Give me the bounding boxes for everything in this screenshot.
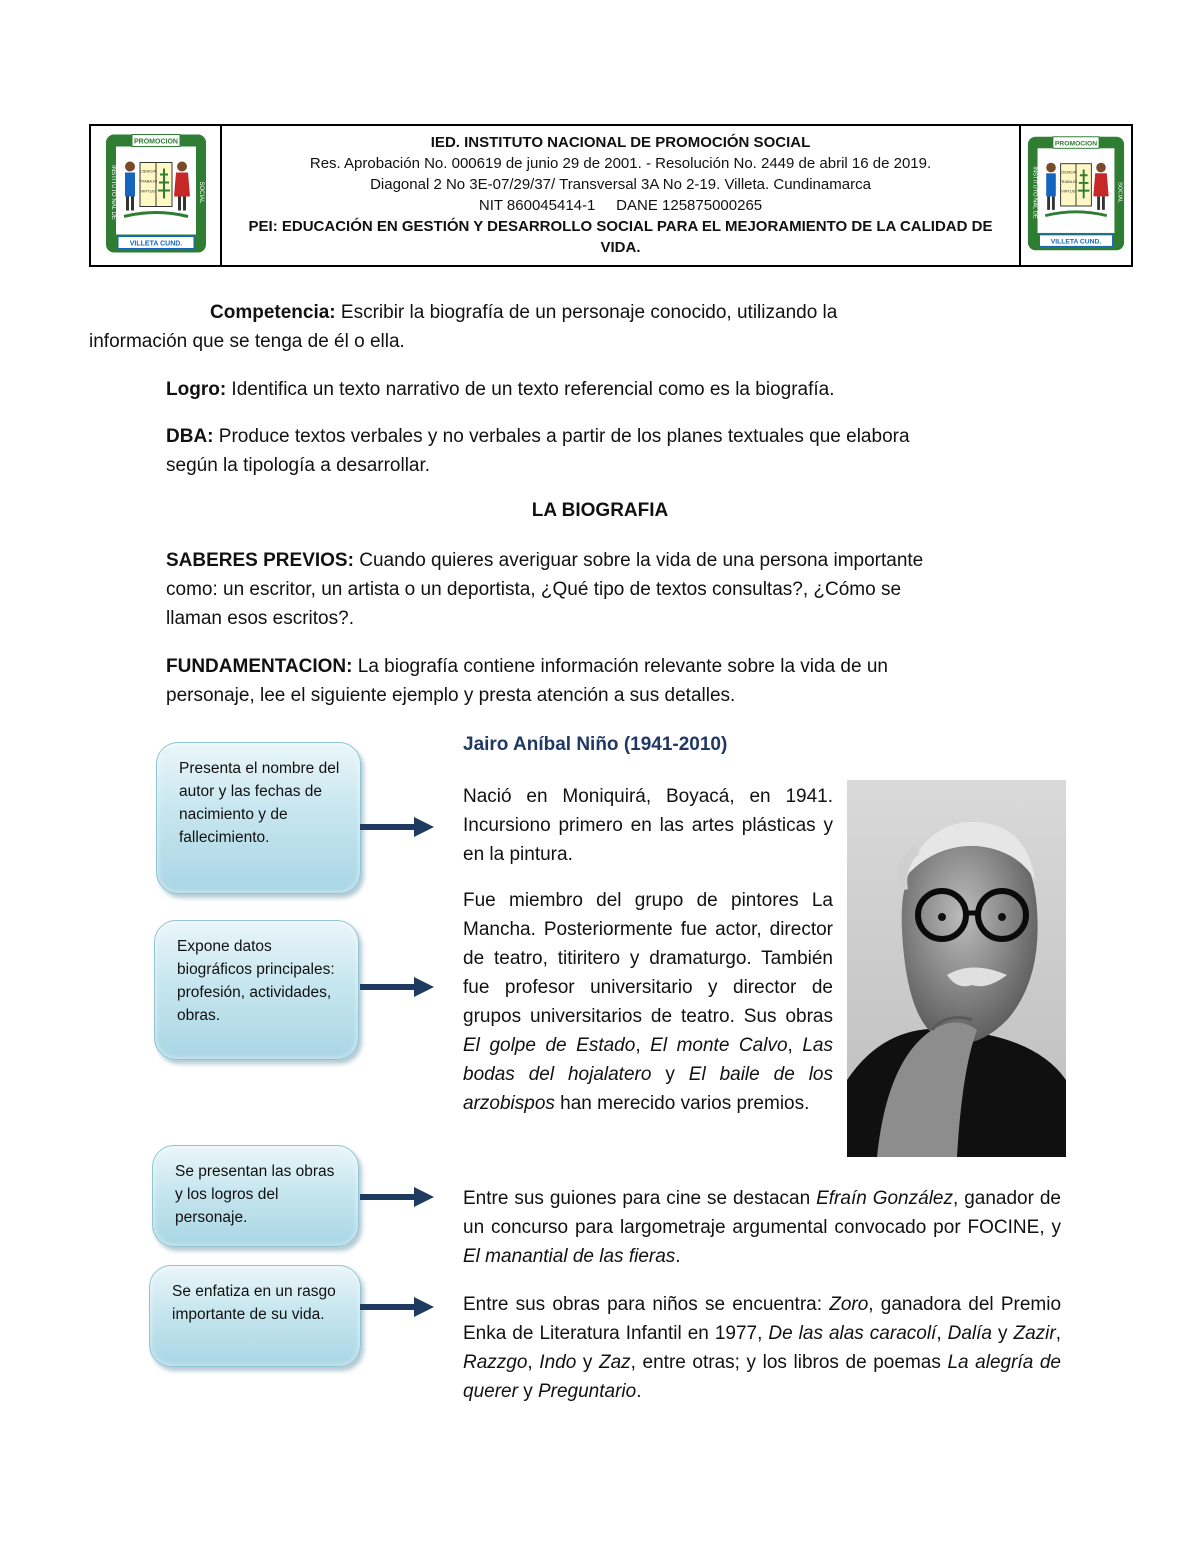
bio-career-text: Fue miembro del grupo de pintores La Mancha. Posteriormente fue actor, director de teatro, titiritero y dramaturgo. También fue profesor universitario y director de grupos universitarios de teatro. Sus obras	[463, 890, 833, 1027]
fundamentacion-label: FUNDAMENTACION:	[166, 656, 353, 677]
fundamentacion-line1	[166, 652, 1136, 681]
separator: ,	[635, 1035, 651, 1056]
logo-bottom-text: VILLETA CUND.	[1050, 238, 1102, 245]
institution-name: IED. INSTITUTO NACIONAL DE PROMOCIÓN SOCIAL	[430, 134, 811, 151]
dba-label: DBA:	[166, 426, 214, 447]
bio-paragraph-career	[463, 886, 833, 1118]
work-title: Preguntario	[537, 1381, 637, 1402]
bio-children-text: Entre sus obras para niños se encuentra:	[463, 1294, 830, 1315]
bio-career-end: han merecido varios premios.	[554, 1093, 810, 1114]
logro-text: Identifica un texto narrativo de un texto referencial como es la biografía.	[226, 379, 835, 400]
arrow-right-icon	[360, 1295, 436, 1319]
bio-children-end: .	[636, 1381, 642, 1402]
logo-top-text: PROMOCION	[133, 138, 178, 145]
logo-book-word-1: CIENCIA	[139, 168, 156, 173]
separator: ,	[936, 1323, 948, 1344]
work-title: De las alas caracolí	[768, 1323, 937, 1344]
annotation-box-works-achievements: Se presentan las obras y los logros del personaje.	[152, 1145, 359, 1247]
logo-book-word-3: VIRTUD	[1061, 189, 1076, 194]
logo-left-text: INSTITUTO NAL DE	[1031, 165, 1038, 219]
competencia-label: Competencia:	[210, 302, 336, 323]
logo-book-word-3: VIRTUD	[140, 188, 155, 193]
school-crest-icon	[104, 132, 208, 254]
logo-book-word-2: TRABAJO	[138, 178, 157, 183]
logro-paragraph	[166, 375, 1126, 404]
separator: ,	[787, 1035, 803, 1056]
logo-book-word-1: CIENCIA	[1060, 169, 1077, 174]
logo-right-text: SOCIAL	[197, 180, 204, 204]
arrow-right-icon	[360, 975, 436, 999]
bio-paragraph-birth: Nació en Moniquirá, Boyacá, en 1941. Incursiono primero en las artes plásticas y en la pintura.	[463, 786, 833, 865]
work-title: La alegría de querer	[463, 1352, 1061, 1402]
fundamentacion-line2: personaje, lee el siguiente ejemplo y presta atención a sus detalles.	[166, 685, 736, 706]
logo-book-word-2: TRABAJO	[1059, 179, 1078, 184]
school-logo-left	[104, 132, 208, 259]
bio-children-text: , ganadora del Premio Enka de Literatura Infantil en 1977,	[463, 1294, 1062, 1344]
arrow-right-icon	[360, 815, 436, 839]
competencia-line1	[210, 298, 1110, 327]
saberes-line2: como: un escritor, un artista o un deportista, ¿Qué tipo de textos consultas?, ¿Cómo se	[166, 579, 902, 600]
author-portrait	[847, 780, 1066, 1157]
biography-title: Jairo Aníbal Niño (1941-2010)	[463, 734, 728, 755]
competencia-text-1: Escribir la biografía de un personaje conocido, utilizando la	[335, 302, 838, 323]
work-title: El manantial de las fieras	[463, 1246, 676, 1267]
dba-text-1: Produce textos verbales y no verbales a partir de los planes textuales que elabora	[213, 426, 910, 447]
logo-left-text: INSTITUTO NAL DE	[109, 164, 116, 220]
work-title: Dalía	[947, 1323, 992, 1344]
institution-address: Diagonal 2 No 3E-07/29/37/ Transversal 3A No 2-19. Villeta. Cundinamarca	[370, 176, 871, 193]
logo-top-text: PROMOCION	[1054, 139, 1098, 147]
work-title: Las bodas del hojalatero	[463, 1035, 833, 1085]
approval-resolution: Res. Aprobación No. 000619 de junio 29 de 2001. - Resolución No. 2449 de abril 16 de 2019.	[309, 155, 932, 172]
saberes-label: SABERES PREVIOS:	[166, 550, 354, 571]
bio-screenplays-text: Entre sus guiones para cine se destacan	[463, 1188, 817, 1209]
work-title: Indo	[539, 1352, 577, 1373]
separator: ,	[1055, 1323, 1062, 1344]
school-logo-right	[1026, 134, 1126, 257]
separator: ,	[527, 1352, 540, 1373]
work-title: Razzgo	[463, 1352, 528, 1373]
separator: y	[576, 1352, 599, 1373]
work-title: El monte Calvo	[650, 1035, 788, 1056]
bio-screenplays-text: , ganador de un concurso para largometraje argumental convocado por FOCINE, y	[463, 1188, 1061, 1238]
work-title: Zaz	[598, 1352, 631, 1373]
work-title: El baile de los arzobispos	[463, 1064, 833, 1114]
saberes-text-1: Cuando quieres averiguar sobre la vida de una persona importante	[353, 550, 924, 571]
separator: y	[991, 1323, 1014, 1344]
header-logo-right-cell	[1021, 126, 1131, 265]
work-title: Efraín González	[816, 1188, 953, 1209]
saberes-line1	[166, 546, 1136, 575]
dba-line1	[166, 422, 1136, 451]
bio-paragraph-screenplays	[463, 1184, 1061, 1271]
header-logo-left-cell	[91, 126, 222, 265]
bio-screenplays-end: .	[675, 1246, 681, 1267]
fundamentacion-text-1: La biografía contiene información relevante sobre la vida de un	[352, 656, 888, 677]
logo-right-text: SOCIAL	[1116, 181, 1123, 203]
dba-line2: según la tipología a desarrollar.	[166, 455, 431, 476]
work-title: El golpe de Estado	[463, 1035, 636, 1056]
bio-children-text: , entre otras; y los libros de poemas	[630, 1352, 948, 1373]
separator: y	[651, 1064, 689, 1085]
section-title: LA BIOGRAFIA	[531, 500, 669, 521]
work-title: Zazir	[1013, 1323, 1056, 1344]
logro-label: Logro:	[166, 379, 227, 400]
school-crest-icon	[1026, 134, 1126, 252]
bio-paragraph-children-works	[463, 1290, 1061, 1406]
header-text-cell	[222, 126, 1021, 265]
annotation-box-name-dates: Presenta el nombre del autor y las fechas de nacimiento y de fallecimiento.	[156, 742, 361, 894]
work-title: Zoro	[829, 1294, 869, 1315]
pei-statement: PEI: EDUCACIÓN EN GESTIÓN Y DESARROLLO SOCIAL PARA EL MEJORAMIENTO DE LA CALIDAD DE VIDA.	[248, 218, 993, 256]
annotation-box-important-trait: Se enfatiza en un rasgo importante de su vida.	[149, 1265, 361, 1367]
nit-dane: NIT 860045414-1 DANE 125875000265	[478, 197, 763, 214]
competencia-line2: información que se tenga de él o ella.	[89, 331, 405, 352]
logo-bottom-text: VILLETA CUND.	[129, 240, 182, 247]
institution-header	[89, 124, 1133, 267]
separator: y	[517, 1381, 538, 1402]
arrow-right-icon	[360, 1185, 436, 1209]
annotation-box-biographical-data: Expone datos biográficos principales: profesión, actividades, obras.	[154, 920, 359, 1060]
saberes-line3: llaman esos escritos?.	[166, 608, 354, 629]
